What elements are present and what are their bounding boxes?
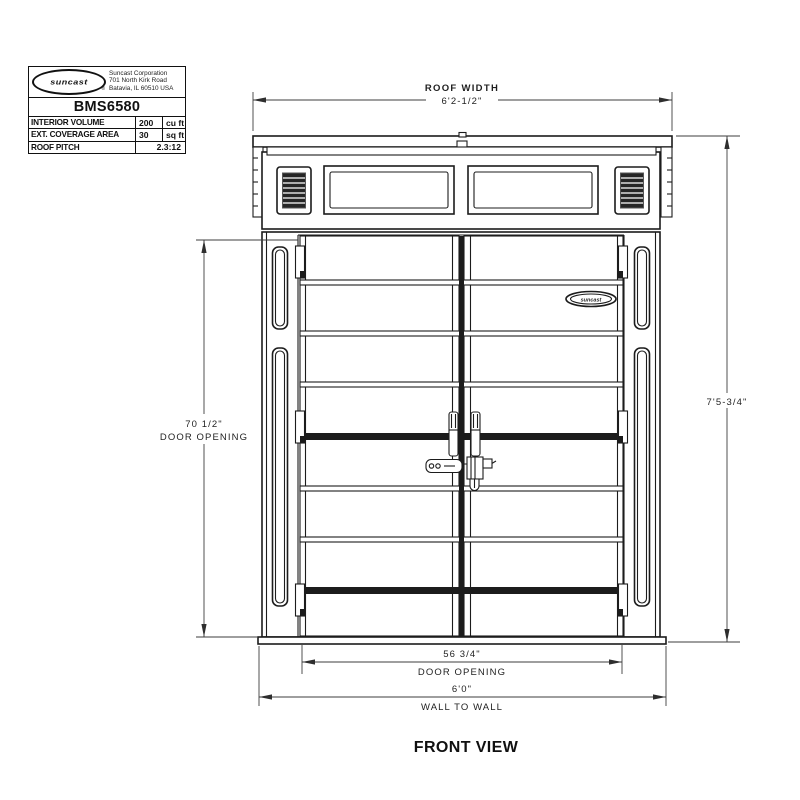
hinge-foot — [300, 271, 305, 278]
wall-panel-slots-left — [273, 247, 288, 606]
hinge-foot — [619, 609, 624, 616]
roof — [253, 133, 672, 230]
suncast-logo-text: suncast — [50, 77, 88, 87]
wall-to-wall-value: 6'0" — [451, 684, 473, 695]
overall-height-value: 7'5-3/4" — [706, 397, 748, 408]
hinge-foot — [619, 436, 624, 443]
door-opening-width-value: 56 3/4" — [443, 649, 481, 660]
model-number: BMS6580 — [29, 98, 185, 117]
wall-panel-slots-right — [635, 247, 650, 606]
spec-value: 200 — [139, 117, 154, 128]
company-city: Batavia, IL 60510 USA — [109, 84, 174, 92]
door-center-stile — [459, 236, 464, 636]
door-opening-height-label: DOOR OPENING — [159, 432, 249, 443]
hinge-foot — [619, 271, 624, 278]
spec-label: EXT. COVERAGE AREA — [29, 129, 136, 140]
roof-width-value: 6'2-1/2" — [441, 96, 483, 107]
hinge-foot — [300, 436, 305, 443]
gable-panel — [262, 152, 660, 229]
spec-unit: sq ft — [162, 129, 185, 140]
door-logo-text: suncast — [580, 297, 602, 304]
hinge-foot — [300, 609, 305, 616]
base-slab — [258, 637, 666, 644]
roof-width-label: ROOF WIDTH — [424, 83, 500, 94]
spec-value: 30 — [139, 129, 149, 140]
spec-label: INTERIOR VOLUME — [29, 117, 136, 128]
roof-fascia — [267, 147, 656, 155]
company-street: 701 North Kirk Road — [109, 77, 167, 85]
door-opening-height-value: 70 1/2" — [185, 419, 223, 430]
spec-label: ROOF PITCH — [29, 142, 136, 153]
vent-left — [277, 167, 311, 214]
dim-overall-height — [668, 136, 752, 642]
vent-right — [615, 167, 649, 214]
registered-mark: ® — [101, 86, 105, 92]
window-right — [468, 166, 598, 214]
dim-roof-width — [253, 83, 672, 131]
handle-right — [471, 412, 480, 456]
spec-value: 2.3:12 — [156, 142, 181, 153]
handle-left — [449, 412, 458, 456]
window-left — [324, 166, 454, 214]
wall-to-wall-label: WALL TO WALL — [420, 702, 504, 713]
door-opening-width-label: DOOR OPENING — [417, 667, 507, 678]
view-title: FRONT VIEW — [413, 739, 519, 756]
roof-ridge-tab — [459, 133, 466, 138]
spec-unit: cu ft — [162, 117, 185, 128]
company-name: Suncast Corporation — [109, 70, 168, 77]
dim-door-opening-width — [302, 645, 622, 678]
doors — [296, 236, 628, 644]
door-logo — [566, 292, 616, 307]
